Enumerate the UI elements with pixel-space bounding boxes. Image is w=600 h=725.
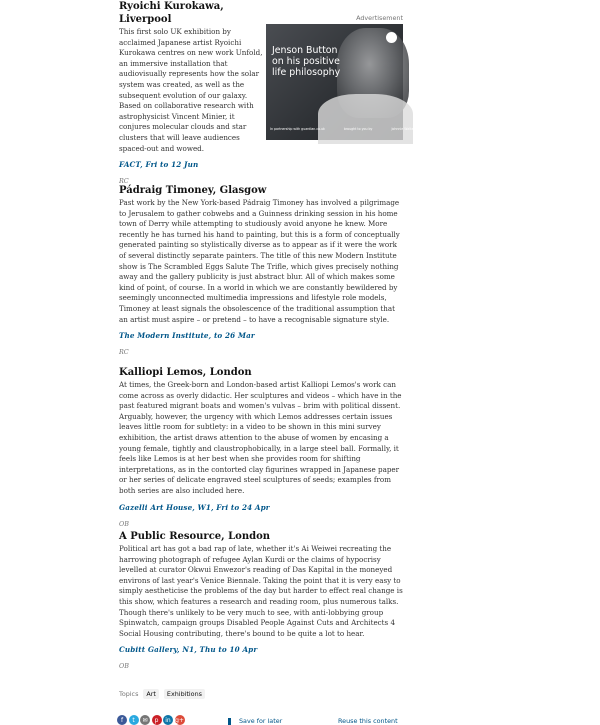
ad-footer-left: In partnership with guardian.co.uk <box>270 127 325 131</box>
review-author-initials: RC <box>119 177 129 186</box>
review-title: A Public Resource, London <box>119 531 271 542</box>
review-a-public-resource <box>119 530 404 671</box>
review-author-initials: RC <box>119 348 129 357</box>
review-body: At times, the Greek-born and London-based artist Kalliopi Lemos's work can come across as overly didactic. Her sculptures and videos – which have in the past featured migrant boats and women's vulvas – brim with political dissent. Arguably, however, the urgency with which Lemos addresses certain issues leaves little room for subtlety: in a video to be shown in this mini survey exhibition, the artist draws attention to the abuse of women by encasing a young female, tightly and claustrophobically, in a large steel ball. Formally, it feels like Lemos is at her best when she provides room for shifting interpretations, as in the contorted clay figurines wrapped in Japanese paper or her series of delicate engraved steel sculptures of seeds; examples from both series are also included here. <box>119 380 402 495</box>
review-venue-link[interactable]: The Modern Institute, to 26 Mar <box>119 331 255 341</box>
email-share-icon[interactable]: ✉ <box>140 715 150 725</box>
ad-headline: Jenson Button on his positive life philosophy <box>272 45 341 78</box>
facebook-share-icon[interactable]: f <box>117 715 127 725</box>
twitter-share-icon[interactable]: t <box>129 715 139 725</box>
review-padraig-timoney <box>119 184 404 357</box>
linkedin-share-icon[interactable]: in <box>163 715 173 725</box>
review-title: Ryoichi Kurokawa, Liverpool <box>119 1 224 25</box>
share-buttons <box>117 715 186 725</box>
save-for-later-button[interactable] <box>228 717 282 725</box>
bookmark-icon <box>228 718 231 725</box>
review-body: This first solo UK exhibition by acclaimed Japanese artist Ryoichi Kurokawa centres on new work Unfold, an immersive installation that audiovisually represents how the solar system was created, as well as the subsequent evolution of our galaxy. Based on collaborative research with astrophysicist Vincent Minier, it conjures molecular clouds and star clusters that will leave audiences spaced-out and wowed. <box>119 27 263 153</box>
review-body: Political art has got a bad rap of late, whether it's Ai Weiwei recreating the harrowing photograph of refugee Aylan Kurdi or the claims of hypocrisy levelled at curator Okwui Enwezor's reading of Das Kapital in the moneyed environs of last year's Venice Biennale. Taking the point that it is very easy to simply aestheticise the problems of the day but harder to effect real change is this show, which features a research and reading room, plus numerous talks. Though there's unlikely to be very much to see, with anti-lobbying group Spinwatch, campaign groups Disabled People Against Cuts and Architects 4 Social Housing contributing, there's bound to be quite a lot to hear. <box>119 544 403 638</box>
advertisement-label: Advertisement <box>356 14 403 22</box>
ad-footer-right: Johnnie Walker <box>391 127 416 131</box>
ad-portrait-shoulders <box>318 94 416 144</box>
topics-label: Topics <box>119 690 139 698</box>
pinterest-share-icon[interactable]: p <box>152 715 162 725</box>
review-venue-link[interactable]: Gazelli Art House, W1, Fri to 24 Apr <box>119 502 270 512</box>
review-venue-link[interactable]: FACT, Fri to 12 Jun <box>119 160 199 170</box>
review-kalliopi-lemos <box>119 366 404 529</box>
review-title: Kalliopi Lemos, London <box>119 367 252 378</box>
review-author-initials: OB <box>119 519 129 528</box>
reuse-content-link[interactable]: Reuse this content <box>338 717 398 725</box>
tag-exhibitions[interactable]: Exhibitions <box>164 689 205 699</box>
advertisement-banner[interactable] <box>266 24 416 140</box>
review-author-initials: OB <box>119 662 129 671</box>
google-plus-share-icon[interactable]: g+ <box>175 716 184 724</box>
save-for-later-label: Save for later <box>239 717 283 725</box>
tag-art[interactable]: Art <box>143 689 159 699</box>
ad-footer-mid: brought to you by <box>343 127 373 131</box>
review-title: Pádraig Timoney, Glasgow <box>119 185 267 196</box>
ad-footer <box>270 127 433 131</box>
review-body: Past work by the New York-based Pádraig Timoney has involved a pilgrimage to Jerusalem to gather cobwebs and a Guinness drinking session in his home town of Derry while attempting to studiously avoid anyone he knew. More recently he has turned his hand to painting, but this is a form of conceptually generated painting so stylistically diverse as to appear as if it were the work of several distinctly separate painters. The title of this new Modern Institute show is The Scrambled Eggs Salute The Trifle, which gives precisely nothing away and the gallery publicity is just abstract blur. All of which makes some kind of point, of course. In a world in which we are constantly bewildered by seemingly unconnected multimedia impressions and lifestyle role models, Timoney at least signals the obsolescence of the traditional assumption that an artist must aspire – or pretend – to have a recognisable signature style. <box>119 198 400 324</box>
topics-bar <box>119 689 205 699</box>
review-ryoichi-kurokawa <box>119 0 266 186</box>
review-venue-link[interactable]: Cubitt Gallery, N1, Thu to 10 Apr <box>119 645 258 655</box>
ad-brand-logo-icon <box>386 32 397 43</box>
